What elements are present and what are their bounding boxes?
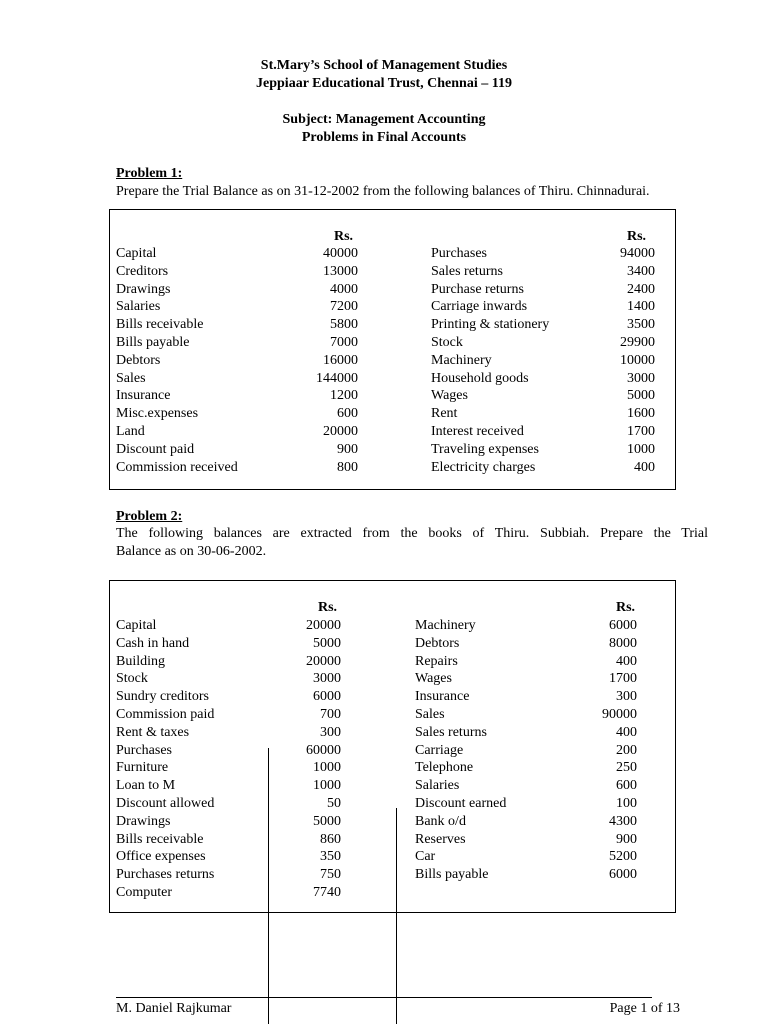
ledger-label: Commission paid	[116, 707, 215, 722]
ledger-amount: 7200	[330, 299, 358, 315]
ledger-label: Insurance	[116, 388, 171, 404]
ledger-label: Sales returns	[431, 263, 503, 279]
ledger-label: Commission received	[116, 459, 238, 475]
ledger-label: Bills payable	[415, 867, 489, 883]
ledger-label: Reserves	[415, 831, 466, 847]
ledger-label: Wages	[431, 388, 468, 404]
ledger-amount: 5800	[330, 317, 358, 333]
ledger-amount: 5200	[609, 849, 637, 865]
ledger-label: Rent & taxes	[116, 724, 190, 740]
ledger-label: Loan to M	[116, 778, 176, 794]
ledger-label: Purchases returns	[116, 867, 215, 883]
ledger-amount: 40000	[323, 246, 358, 261]
ledger-label: Repairs	[415, 653, 458, 669]
ledger-label: Stock	[116, 671, 148, 687]
ledger-label: Bills payable	[116, 335, 190, 350]
ledger-amount: 1600	[627, 406, 655, 422]
ledger-label: Rent	[431, 406, 458, 422]
ledger-label: Carriage	[415, 742, 464, 758]
ledger-label: Sales	[116, 370, 146, 386]
ledger-label: Sales	[415, 707, 445, 722]
problem1-instructions	[116, 183, 708, 201]
ledger-label: Drawings	[116, 813, 171, 829]
ledger-amount: 16000	[323, 352, 358, 368]
ledger-amount: 1000	[313, 778, 341, 794]
problem2-heading: Problem 2:	[116, 509, 183, 524]
ledger-label: Discount allowed	[116, 796, 215, 811]
ledger-label: Bills receivable	[116, 831, 204, 847]
ledger-amount: 3000	[627, 370, 655, 386]
ledger-label: Furniture	[116, 760, 169, 776]
problem1-rs-right: Rs.	[627, 229, 647, 244]
problem1-balances-box	[109, 209, 676, 490]
footer-rule	[116, 997, 652, 998]
ledger-amount: 20000	[306, 653, 341, 669]
ledger-label: Debtors	[415, 635, 460, 651]
problem1-instruction-text: Prepare the Trial Balance as on 31-12-2002 from the following balances of Thiru. Chinnadurai.	[116, 184, 650, 199]
ledger-label: Machinery	[415, 618, 476, 633]
ledger-label: Purchase returns	[431, 281, 524, 297]
ledger-amount: 6000	[609, 867, 637, 883]
ledger-amount: 300	[320, 724, 341, 740]
ledger-amount: 7740	[313, 885, 341, 900]
ledger-amount: 94000	[620, 246, 655, 261]
ledger-label: Insurance	[415, 689, 470, 705]
ledger-label: Interest received	[431, 424, 524, 439]
trust-name: Jeppiaar Educational Trust, Chennai – 119	[256, 76, 512, 91]
ledger-amount: 350	[320, 849, 341, 865]
ledger-label: Salaries	[415, 778, 460, 794]
problem1-heading: Problem 1:	[116, 166, 183, 181]
ledger-label: Bank o/d	[415, 813, 466, 829]
problem2-balances-box	[109, 580, 676, 913]
ledger-label: Traveling expenses	[431, 441, 539, 457]
ledger-label: Misc.expenses	[116, 406, 199, 422]
problem2-instruction-line1: The following balances are extracted from the books of Thiru. Subbiah. Prepare the Trial	[116, 526, 708, 541]
ledger-amount: 600	[616, 778, 637, 794]
problem2-instructions	[116, 525, 708, 561]
ledger-amount: 5000	[627, 388, 655, 404]
ledger-amount: 700	[320, 707, 341, 722]
ledger-amount: 750	[320, 867, 341, 883]
topic-title: Problems in Final Accounts	[301, 130, 467, 145]
ledger-amount: 1700	[609, 671, 637, 687]
ledger-amount: 400	[634, 459, 655, 475]
ledger-amount: 20000	[323, 424, 358, 439]
ledger-amount: 7000	[330, 335, 358, 350]
ledger-label: Electricity charges	[431, 459, 536, 475]
problem2-instruction-line2: Balance as on 30-06-2002.	[116, 544, 267, 559]
ledger-label: Sales returns	[415, 724, 487, 740]
ledger-amount: 200	[616, 742, 637, 758]
school-name: St.Mary’s School of Management Studies	[260, 58, 508, 73]
ledger-label: Office expenses	[116, 849, 206, 865]
ledger-amount: 6000	[313, 689, 341, 705]
ledger-amount: 900	[616, 831, 637, 847]
ledger-label: Bills receivable	[116, 317, 204, 333]
ledger-amount: 20000	[306, 618, 341, 633]
ledger-label: Computer	[116, 885, 172, 900]
ledger-amount: 1200	[330, 388, 358, 404]
footer-author: M. Daniel Rajkumar	[116, 1001, 232, 1016]
ledger-label: Capital	[116, 246, 157, 261]
vertical-rule-left	[268, 748, 269, 1024]
subject-title: Subject: Management Accounting	[282, 112, 486, 127]
ledger-label: Car	[415, 849, 436, 865]
ledger-label: Creditors	[116, 263, 169, 279]
ledger-amount: 1000	[627, 441, 655, 457]
ledger-amount: 10000	[620, 352, 655, 368]
ledger-amount: 250	[616, 760, 637, 776]
ledger-label: Purchases	[116, 742, 172, 758]
ledger-amount: 860	[320, 831, 341, 847]
ledger-amount: 5000	[313, 635, 341, 651]
ledger-label: Discount paid	[116, 441, 195, 457]
ledger-label: Stock	[431, 335, 463, 350]
ledger-label: Salaries	[116, 299, 161, 315]
vertical-rule-right	[396, 808, 397, 1024]
ledger-amount: 2400	[627, 281, 655, 297]
ledger-label: Discount earned	[415, 796, 507, 811]
ledger-amount: 600	[337, 406, 358, 422]
ledger-label: Land	[116, 424, 145, 439]
ledger-amount: 5000	[313, 813, 341, 829]
problem1-rs-left: Rs.	[334, 229, 354, 244]
ledger-amount: 29900	[620, 335, 655, 350]
ledger-label: Carriage inwards	[431, 299, 528, 315]
ledger-amount: 4000	[330, 281, 358, 297]
ledger-amount: 144000	[316, 370, 358, 386]
ledger-label: Capital	[116, 618, 157, 633]
ledger-amount: 13000	[323, 263, 358, 279]
ledger-label: Machinery	[431, 352, 492, 368]
problem2-rs-left: Rs.	[318, 600, 338, 615]
ledger-amount: 60000	[306, 742, 341, 758]
problem2-rs-right: Rs.	[616, 600, 636, 615]
ledger-amount: 6000	[609, 618, 637, 633]
ledger-label: Building	[116, 653, 166, 669]
ledger-amount: 100	[616, 796, 637, 811]
ledger-amount: 4300	[609, 813, 637, 829]
ledger-label: Cash in hand	[116, 635, 190, 651]
ledger-label: Sundry creditors	[116, 689, 209, 705]
ledger-amount: 1700	[627, 424, 655, 439]
ledger-amount: 900	[337, 441, 358, 457]
ledger-label: Drawings	[116, 281, 171, 297]
ledger-label: Debtors	[116, 352, 161, 368]
ledger-amount: 90000	[602, 707, 637, 722]
ledger-label: Household goods	[431, 370, 529, 386]
ledger-amount: 50	[327, 796, 341, 811]
ledger-label: Purchases	[431, 246, 487, 261]
ledger-amount: 800	[337, 459, 358, 475]
ledger-amount: 3500	[627, 317, 655, 333]
ledger-label: Printing & stationery	[431, 317, 550, 333]
ledger-amount: 1000	[313, 760, 341, 776]
ledger-label: Telephone	[415, 760, 474, 776]
ledger-amount: 300	[616, 689, 637, 705]
ledger-amount: 400	[616, 724, 637, 740]
footer-page-number: Page 1 of 13	[609, 1001, 680, 1016]
ledger-amount: 3000	[313, 671, 341, 687]
ledger-label: Wages	[415, 671, 452, 687]
ledger-amount: 400	[616, 653, 637, 669]
ledger-amount: 8000	[609, 635, 637, 651]
ledger-amount: 1400	[627, 299, 655, 315]
ledger-amount: 3400	[627, 263, 655, 279]
